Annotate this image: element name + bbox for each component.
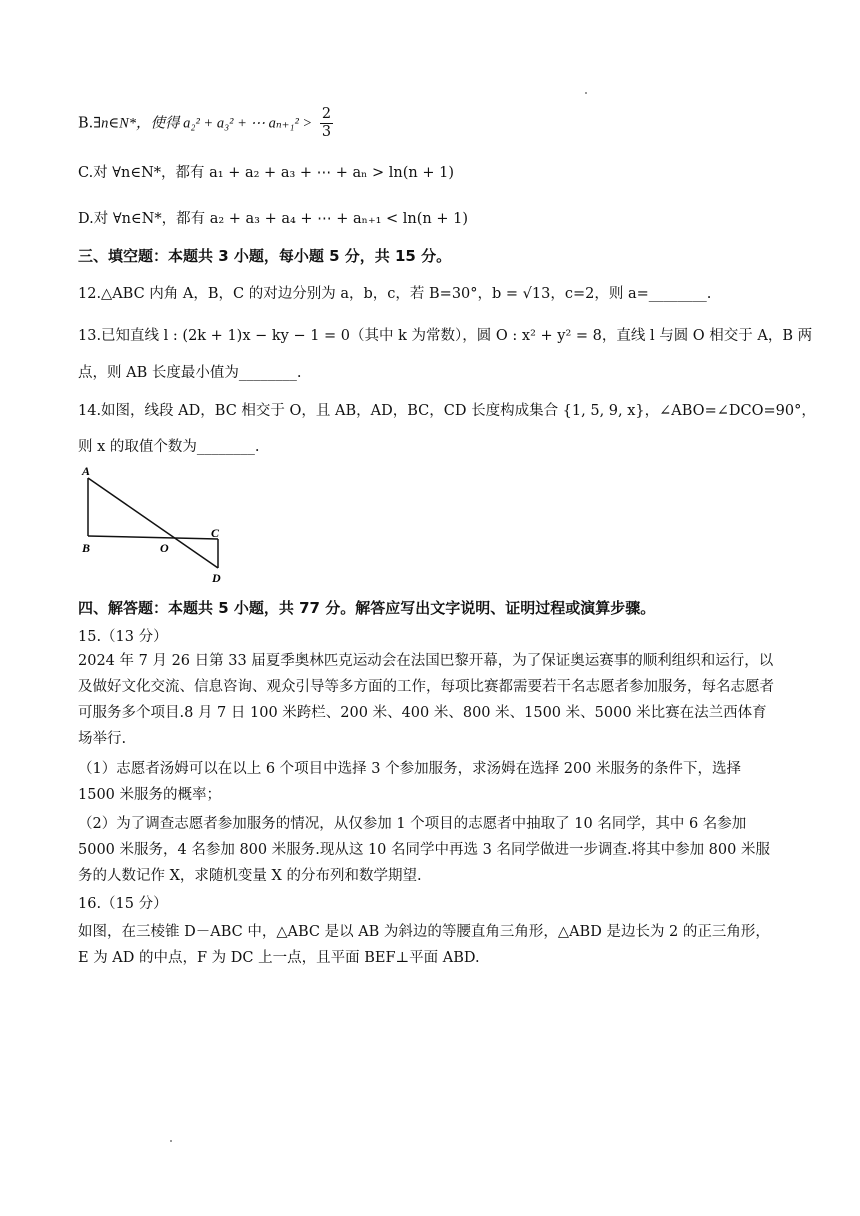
label-c: C [211,526,220,540]
question-14-line-2: 则 x 的取值个数为________. [78,439,260,455]
geometry-figure [78,462,248,587]
option-b-expression: ∃n∈N*，使得 a₂² + a₃² + ⋯ aₙ₊₁² > [93,115,313,132]
question-15-part-1: （1）志愿者汤姆可以在以上 6 个项目中选择 3 个参加服务，求汤姆在选择 200 米服务的条件下，选择 1500 米服务的概率； [78,761,742,803]
fraction-numerator: 2 [321,106,332,122]
question-13-line-1: 13.已知直线 l : (2k + 1)x − ky − 1 = 0（其中 k 为常数），圆 O : x² + y² = 8，直线 l 与圆 O 相交于 A，B 两 [78,328,813,344]
section-heading: 四、解答题：本题共 5 小题，共 77 分。解答应写出文字说明、证明过程或演算步骤。 [78,599,656,617]
option-b-statement: B. [78,115,94,132]
option-b [78,106,333,141]
scan-dot [585,92,587,94]
question-12: 12.△ABC 内角 A，B，C 的对边分别为 a，b，c，若 B=30°，b = √13，c=2，则 a=________. [78,286,712,302]
fraction-denominator: 3 [321,124,332,140]
question-16-header: 16.（15 分） [78,896,168,912]
question-16-body: 如图，在三棱锥 D－ABC 中，△ABC 是以 AB 为斜边的等腰直角三角形，△ABD 是边长为 2 的正三角形，E 为 AD 的中点，F 为 DC 上一点，且平面 BEF⊥平面 ABD. [78,924,770,966]
scan-dot [170,1140,172,1142]
question-15-part-2: （2）为了调查志愿者参加服务的情况，从仅参加 1 个项目的志愿者中抽取了 10 名同学，其中 6 名参加 5000 米服务，4 名参加 800 米服务.现从这 10 名同学中再选 3 名同学做进一步调查.将其中参加 800 米服务的人数记作 X，求随机变量 X 的分布列和数学期望. [78,816,770,884]
option-d: D.对 ∀n∈N*，都有 a₂ + a₃ + a₄ + ⋯ + aₙ₊₁ < ln(n + 1) [78,211,469,227]
question-13-line-2: 点，则 AB 长度最小值为________. [78,365,302,381]
fraction [320,106,333,141]
label-b: B [82,541,91,555]
label-d: D [212,571,221,585]
option-c: C.对 ∀n∈N*，都有 a₁ + a₂ + a₃ + ⋯ + aₙ > ln(n + 1) [78,165,455,181]
segment-bc [88,536,218,539]
label-a: A [82,464,91,478]
segment-ad [88,478,218,568]
question-15-header: 15.（13 分） [78,629,168,645]
question-14-line-1: 14.如图，线段 AD，BC 相交于 O，且 AB，AD，BC，CD 长度构成集合 {1, 5, 9, x}，∠ABO=∠DCO=90°， [78,403,816,419]
label-o: O [160,541,169,555]
section-heading: 三、填空题：本题共 3 小题，每小题 5 分，共 15 分。 [78,247,452,265]
question-15-body: 2024 年 7 月 26 日第 33 届夏季奥林匹克运动会在法国巴黎开幕，为了保证奥运赛事的顺利组织和运行，以及做好文化交流、信息咨询、观众引导等多方面的工作，每项比赛都需要若干名志愿者参加服务，每名志愿者可服务多个项目.8 月 7 日 100 米跨栏、200 米、400 米、800 米、1500 米、5000 米比赛在法兰西体育场举行. [78,653,774,747]
